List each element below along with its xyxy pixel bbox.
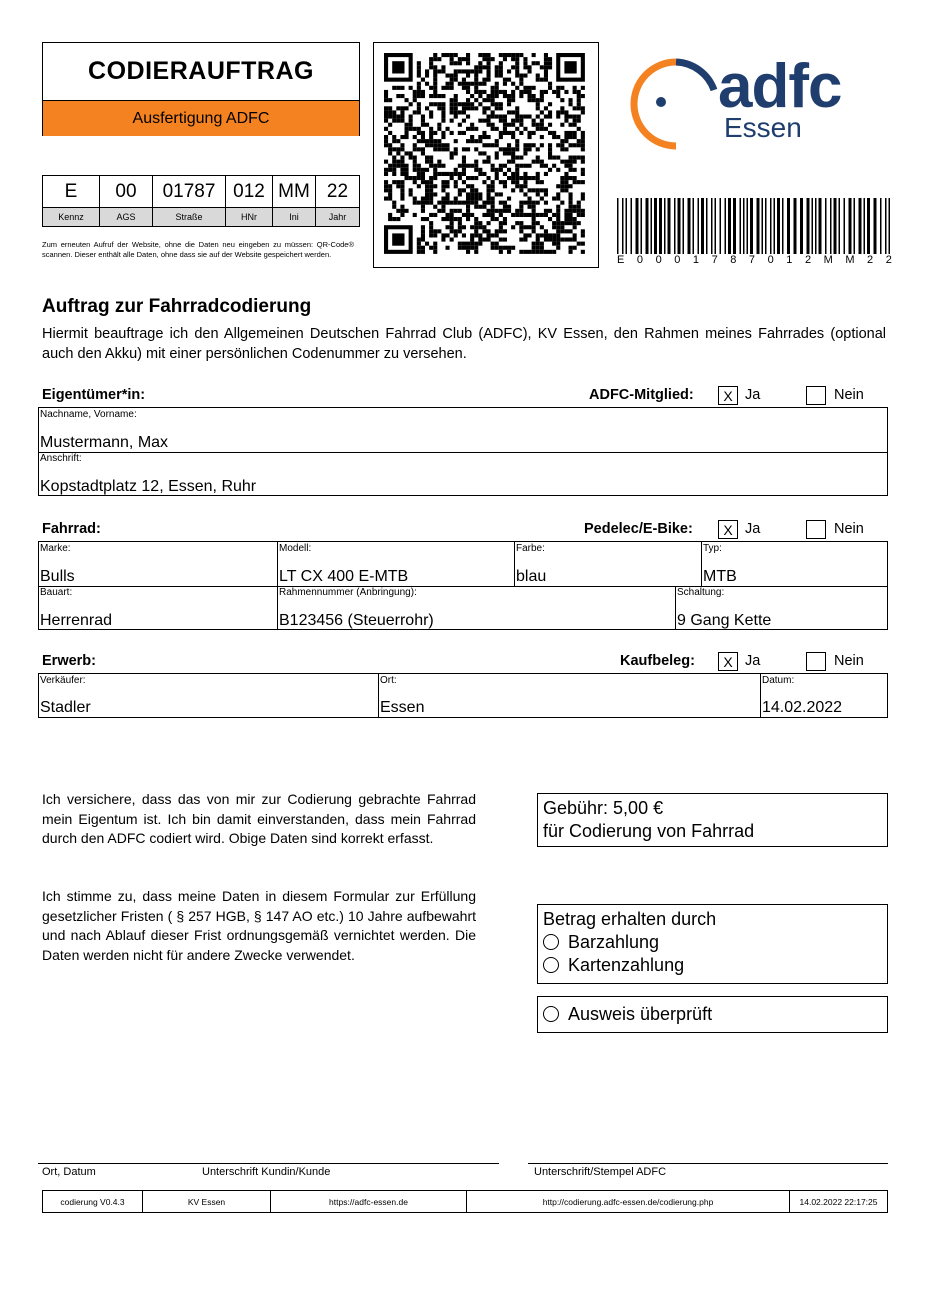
- adfc-signature-line[interactable]: [528, 1163, 888, 1164]
- cash-radio[interactable]: [543, 934, 559, 950]
- ebike-yes-checkbox[interactable]: X: [718, 520, 738, 539]
- ebike-yes-label: Ja: [745, 521, 761, 537]
- date-value: 14.02.2022: [762, 699, 843, 716]
- payment-cash-option[interactable]: Barzahlung: [543, 931, 882, 954]
- place-date-label: Ort, Datum: [42, 1166, 96, 1178]
- id-check-box[interactable]: [537, 996, 888, 1033]
- brand-value: Bulls: [40, 568, 75, 585]
- id-check-radio[interactable]: [543, 1006, 559, 1022]
- member-no-label: Nein: [834, 387, 864, 403]
- payment-box: [537, 904, 888, 984]
- bike-fields: [38, 541, 888, 630]
- type-field[interactable]: Typ: MTB: [703, 543, 737, 585]
- form-subtitle: Ausfertigung ADFC: [43, 101, 359, 136]
- receipt-no-checkbox[interactable]: [806, 652, 826, 671]
- code-cell: 00 AGS: [100, 176, 153, 226]
- build-value: Herrenrad: [40, 612, 113, 629]
- receipt-no-label: Nein: [834, 653, 864, 669]
- barcode-char: M: [823, 254, 833, 266]
- seller-value: Stadler: [40, 699, 91, 716]
- barcode-char: 1: [786, 254, 793, 266]
- color-value: blau: [516, 568, 547, 585]
- receipt-yes-checkbox[interactable]: X: [718, 652, 738, 671]
- barcode-char: 0: [655, 254, 662, 266]
- seller-field[interactable]: Verkäufer: Stadler: [39, 674, 379, 717]
- member-no-checkbox[interactable]: [806, 386, 826, 405]
- ebike-no-checkbox[interactable]: [806, 520, 826, 539]
- adfc-logo: [614, 50, 894, 150]
- color-field[interactable]: Farbe: blau: [515, 542, 702, 586]
- barcode-char: 1: [692, 254, 700, 266]
- frame-number-field[interactable]: Rahmennummer (Anbringung): B123456 (Steuerrohr): [278, 586, 676, 630]
- form-title: CODIERAUFTRAG: [43, 43, 359, 101]
- ebike-label: Pedelec/E-Bike:: [584, 521, 693, 537]
- member-yes-label: Ja: [745, 387, 761, 403]
- code-cell: 01787 Straße: [153, 176, 226, 226]
- code-table: [42, 175, 360, 227]
- ebike-no-label: Nein: [834, 521, 864, 537]
- barcode: [617, 198, 892, 254]
- fee-box: [537, 793, 888, 847]
- fee-description: für Codierung von Fahrrad: [543, 821, 755, 841]
- place-value: Essen: [380, 699, 425, 716]
- name-field[interactable]: Nachname, Vorname: Mustermann, Max: [40, 409, 169, 451]
- card-radio[interactable]: [543, 957, 559, 973]
- barcode-char: 0: [767, 254, 774, 266]
- member-yes-checkbox[interactable]: X: [718, 386, 738, 405]
- payment-title: Betrag erhalten durch: [543, 909, 717, 929]
- logo-brand: adfc: [718, 52, 842, 121]
- gears-field[interactable]: Schaltung: 9 Gang Kette: [677, 587, 772, 629]
- customer-signature-line[interactable]: [38, 1163, 499, 1164]
- page-title: Auftrag zur Fahrradcodierung: [42, 296, 312, 317]
- date-field[interactable]: Datum: 14.02.2022: [762, 675, 843, 716]
- type-value: MTB: [703, 568, 737, 585]
- model-field[interactable]: Modell: LT CX 400 E-MTB: [278, 542, 515, 586]
- barcode-char: 7: [748, 254, 756, 266]
- gears-value: 9 Gang Kette: [677, 612, 772, 629]
- name-value: Mustermann, Max: [40, 434, 169, 451]
- fee-amount: Gebühr: 5,00 €: [543, 798, 664, 818]
- barcode-char: 2: [867, 254, 874, 266]
- barcode-char: 0: [636, 254, 644, 266]
- member-label: ADFC-Mitglied:: [589, 387, 694, 403]
- receipt-label: Kaufbeleg:: [620, 653, 695, 669]
- footer: [42, 1190, 888, 1213]
- title-box: [42, 42, 360, 136]
- footer-version: codierung V0.4.3: [43, 1191, 143, 1212]
- qr-code: [373, 42, 599, 268]
- id-check-label: Ausweis überprüft: [568, 1004, 713, 1024]
- barcode-char: 0: [674, 254, 681, 266]
- code-cell: 22 Jahr: [316, 176, 359, 226]
- qr-note: Zum erneuten Aufruf der Website, ohne die Daten neu eingeben zu müssen: QR-Code® scannen. Dieser enthält alle Daten, ohne dass sie auf der Website gespeichert werden.: [42, 240, 354, 259]
- logo-city: Essen: [724, 112, 802, 143]
- code-cell: MM Ini: [273, 176, 316, 226]
- footer-timestamp: 14.02.2022 22:17:25: [799, 1196, 878, 1207]
- code-cell: E Kennz: [43, 176, 100, 226]
- brand-field[interactable]: Marke: Bulls: [39, 542, 278, 586]
- address-field[interactable]: Anschrift: Kopstadtplatz 12, Essen, Ruhr: [40, 453, 257, 495]
- owner-fields: [38, 407, 888, 496]
- frame-number-value: B123456 (Steuerrohr): [279, 612, 434, 629]
- payment-card-option[interactable]: Kartenzahlung: [543, 954, 882, 977]
- customer-signature-label: Unterschrift Kundin/Kunde: [202, 1166, 331, 1178]
- barcode-char: 2: [804, 254, 812, 266]
- footer-site[interactable]: https://adfc-essen.de: [271, 1191, 467, 1212]
- purchase-fields: [38, 673, 888, 718]
- code-cell: 012 HNr: [226, 176, 273, 226]
- barcode-char: M: [845, 254, 855, 266]
- barcode-char: 8: [730, 254, 737, 266]
- barcode-text: [617, 254, 892, 266]
- receipt-yes-label: Ja: [745, 653, 761, 669]
- adfc-signature-label: Unterschrift/Stempel ADFC: [534, 1166, 667, 1178]
- intro-text: Hiermit beauftrage ich den Allgemeinen Deutschen Fahrrad Club (ADFC), KV Essen, den Rahmen meines Fahrrades (optional auch den Akku) mit einer persönlichen Codenummer zu versehen.: [42, 326, 886, 362]
- qr-code-image: [374, 43, 597, 266]
- declaration-ownership: Ich versichere, dass das von mir zur Codierung gebrachte Fahrrad mein Eigentum ist. Ich bin damit einverstanden, dass mein Fahrrad durch den ADFC codiert wird. Obige Daten sind korrekt erfasst.: [42, 791, 476, 846]
- barcode-char: 2: [885, 254, 892, 266]
- barcode-char: E: [617, 254, 625, 266]
- place-field[interactable]: Ort: Essen: [379, 674, 761, 717]
- declaration-privacy: Ich stimme zu, dass meine Daten in diesem Formular zur Erfüllung gesetzlicher Fristen ( § 257 HGB, § 147 AO etc.) 10 Jahre aufbewahrt und nach Ablauf dieser Frist ordnungsgemäß vernichtet werden. Die Daten werden nicht für andere Zwecke verwendet.: [42, 888, 476, 963]
- barcode-char: 7: [711, 254, 718, 266]
- address-value: Kopstadtplatz 12, Essen, Ruhr: [40, 478, 257, 495]
- bike-heading: Fahrrad:: [42, 521, 101, 537]
- footer-org: KV Essen: [143, 1191, 271, 1212]
- build-field[interactable]: Bauart: Herrenrad: [39, 586, 278, 630]
- purchase-heading: Erwerb:: [42, 653, 96, 669]
- barcode-image: [617, 198, 892, 254]
- owner-heading: Eigentümer*in:: [42, 387, 146, 403]
- footer-url[interactable]: http://codierung.adfc-essen.de/codierung.php: [467, 1191, 790, 1212]
- model-value: LT CX 400 E-MTB: [279, 568, 409, 585]
